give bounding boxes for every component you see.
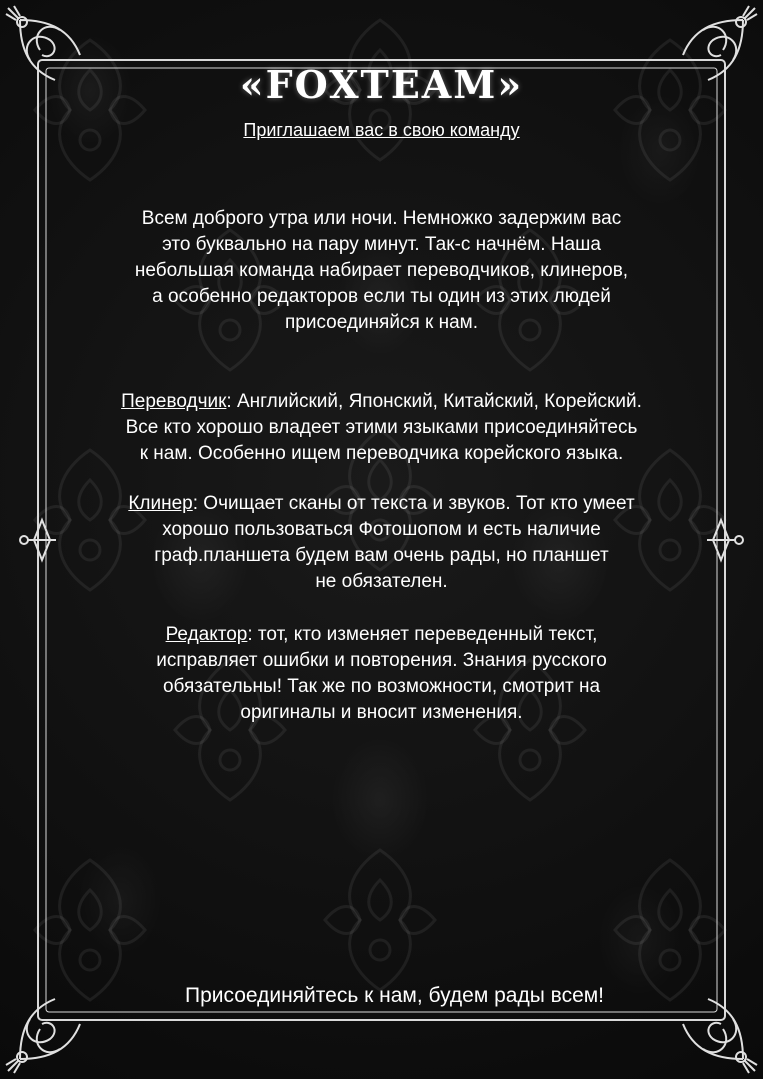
cleaner-first-line — [60, 491, 703, 517]
cleaner-line: граф.планшета будем вам очень рады, но планшет — [154, 545, 609, 566]
editor-line: оригиналы и вносит изменения. — [240, 702, 523, 723]
page-title: «FOXTEAM» — [239, 62, 524, 107]
editor-first-line-text: : тот, кто изменяет переведенный текст, — [247, 624, 598, 645]
intro-line: небольшая команда набирает переводчиков, клинеров, — [134, 260, 629, 281]
editor-first-line — [60, 622, 703, 648]
editor-line: обязательны! Так же по возможности, смотрит на — [162, 676, 601, 697]
translator-line: Все кто хорошо владеет этими языками присоединяйтесь — [125, 417, 638, 438]
cleaner-first-line-text: : Очищает сканы от текста и звуков. Тот кто умеет — [192, 493, 635, 514]
editor-label: Редактор — [165, 624, 248, 645]
page-subtitle: Приглашаем вас в свою команду — [243, 120, 520, 140]
translator-label: Переводчик — [121, 391, 227, 412]
translator-section — [60, 389, 703, 467]
cleaner-line: хорошо пользоваться Фотошопом и есть наличие — [162, 519, 601, 540]
intro-line: Всем доброго утра или ночи. Немножко задержим вас — [141, 208, 622, 229]
translator-line: к нам. Особенно ищем переводчика корейского языка. — [139, 443, 624, 464]
intro-paragraph — [60, 206, 703, 336]
cleaner-label: Клинер — [128, 493, 193, 514]
translator-first-line-text: : Английский, Японский, Китайский, Корейский. — [226, 391, 642, 412]
footer-call-to-action: Присоединяйтесь к нам, будем рады всем! — [184, 984, 605, 1007]
editor-line: исправляет ошибки и повторения. Знания русского — [156, 650, 607, 671]
intro-line: а особенно редакторов если ты один из этих людей — [152, 286, 611, 307]
intro-line: присоединяйся к нам. — [284, 312, 479, 333]
editor-section — [60, 622, 703, 726]
cleaner-section — [60, 491, 703, 595]
intro-line: это буквально на пару минут. Так-с начнём. Наша — [162, 234, 601, 255]
cleaner-line: не обязателен. — [315, 571, 448, 592]
translator-first-line — [60, 389, 703, 415]
